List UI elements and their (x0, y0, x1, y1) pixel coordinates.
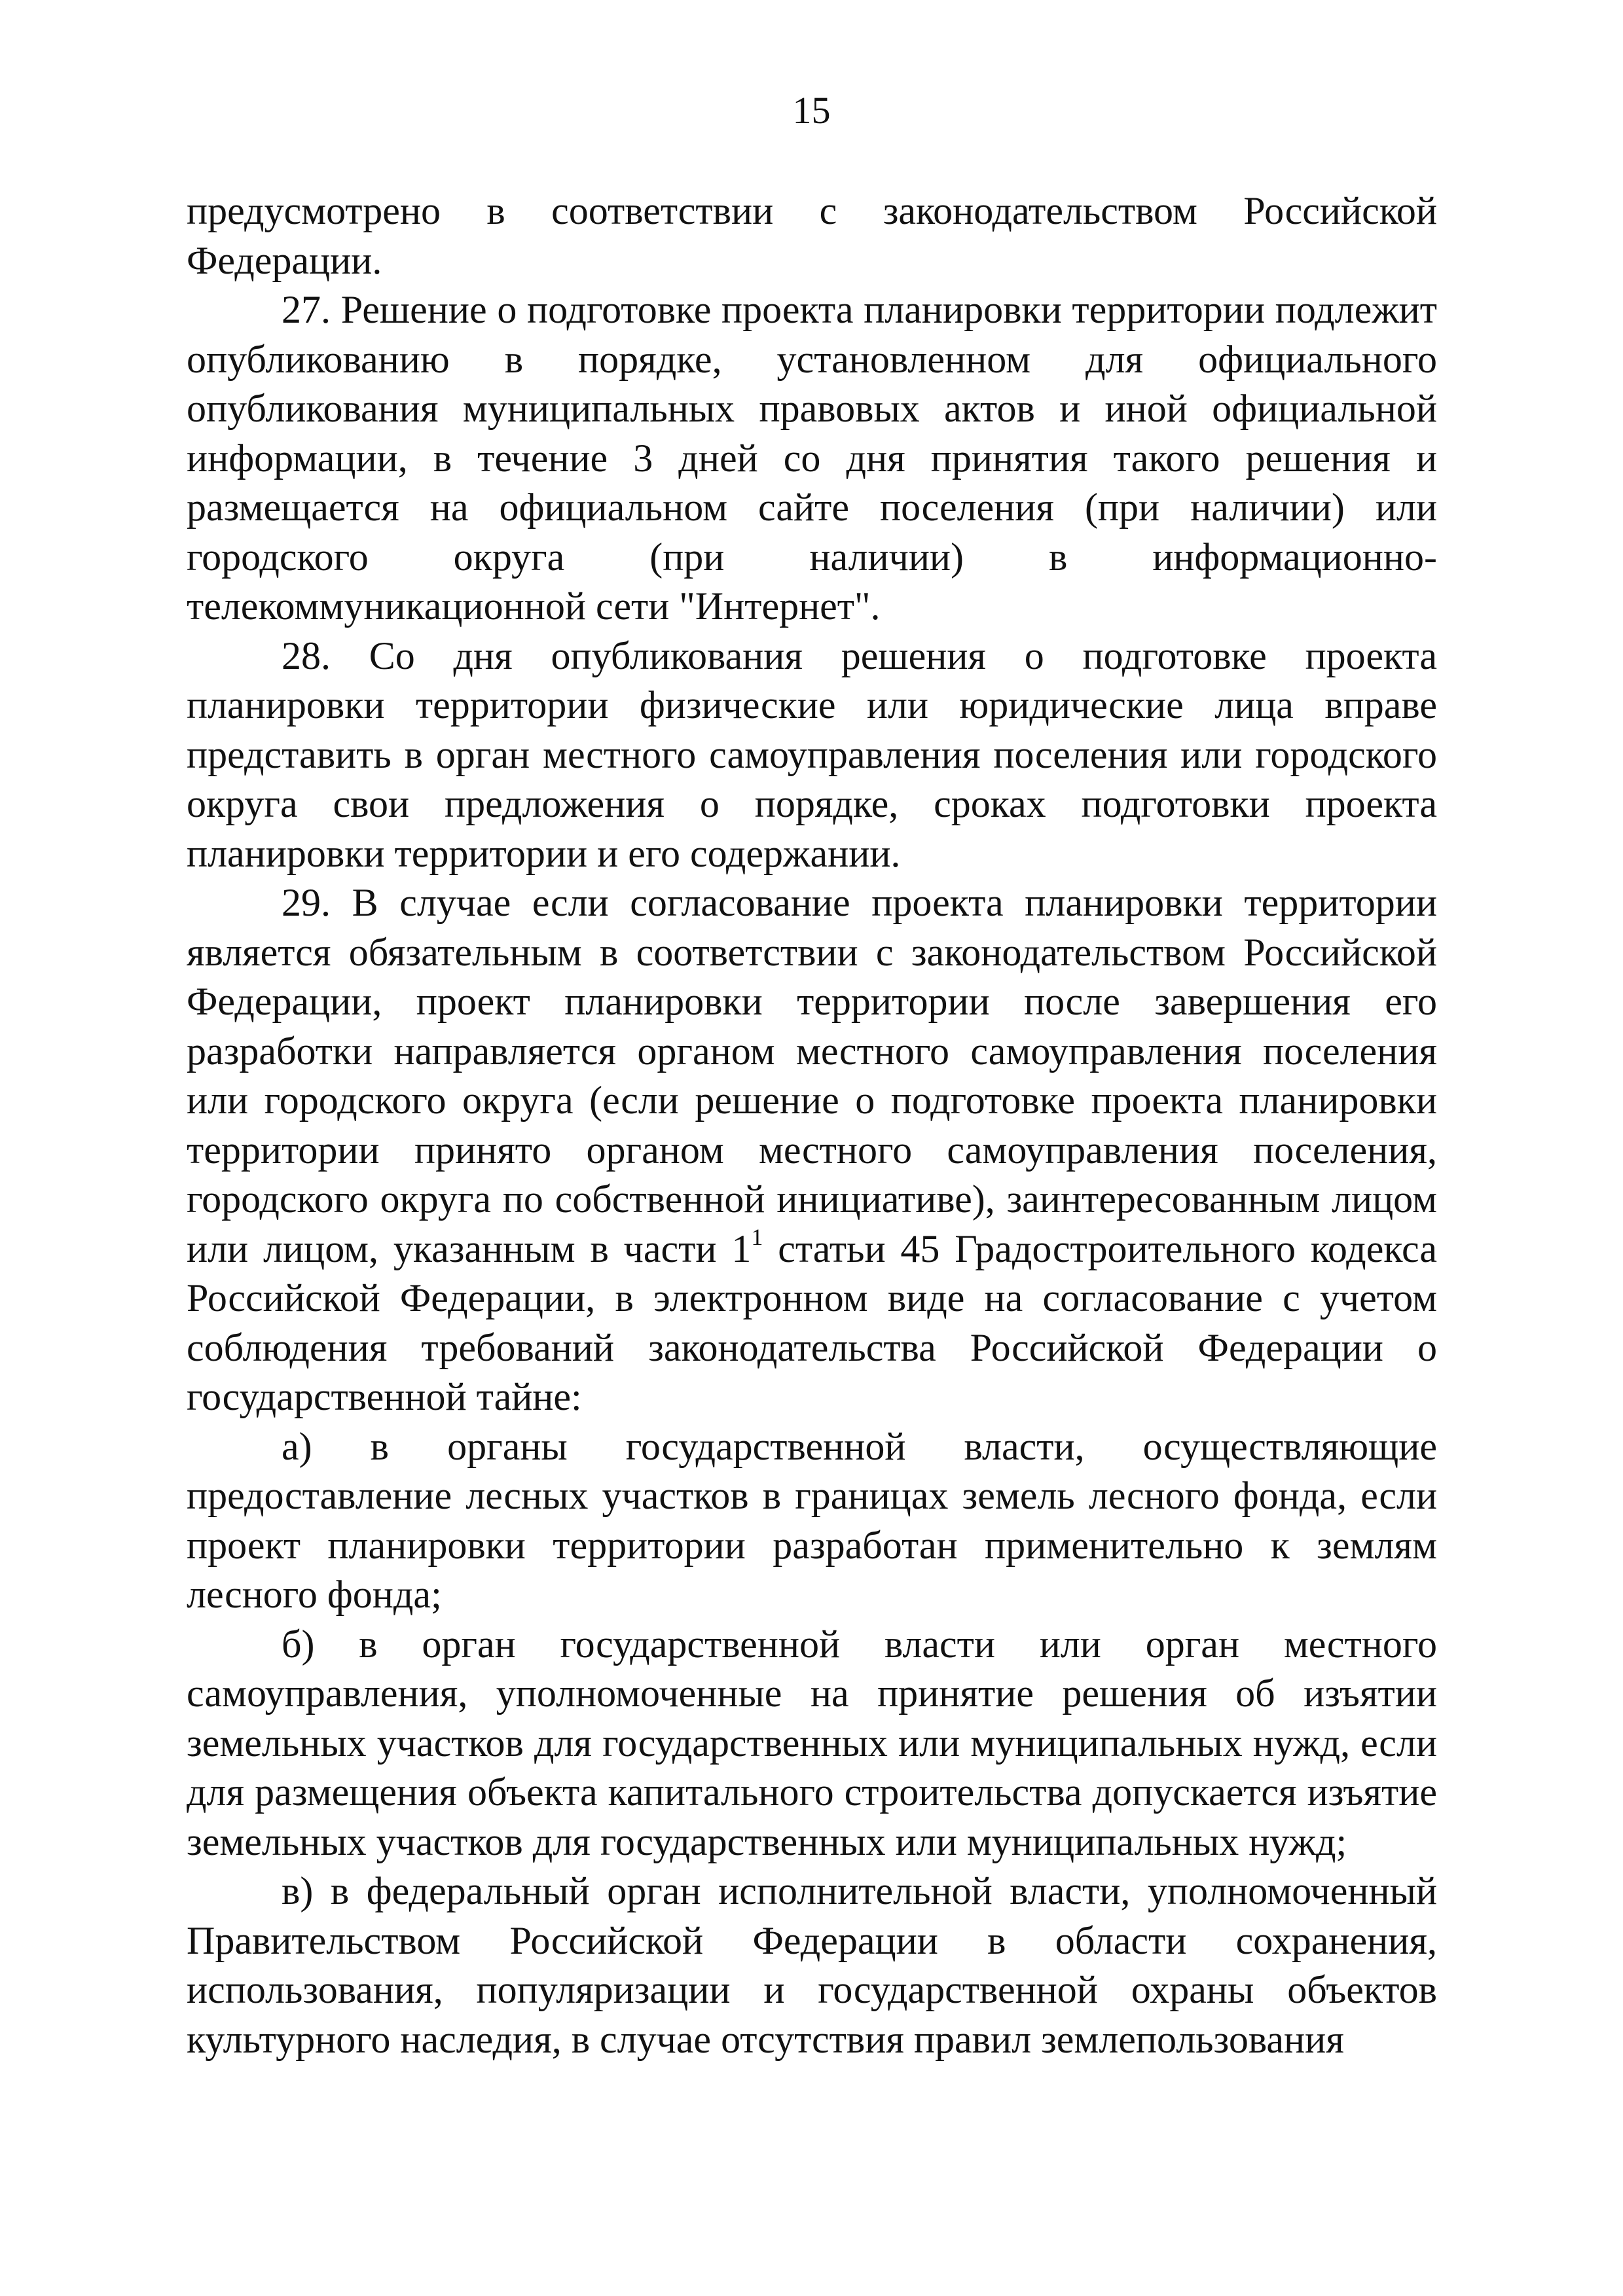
subparagraph-b: б) в орган государственной власти или орган местного самоуправления, уполномоченные на принятие решения об изъятии земельных участков для государственных или муниципальных нужд, если для размещения объекта капитального строительства допускается изъятие земельных участков для государственных или муниципальных нужд; (187, 1622, 1437, 1863)
paragraph-29-superscript: 1 (751, 1223, 763, 1250)
paragraph-29 (187, 878, 1437, 1422)
paragraph-28: 28. Со дня опубликования решения о подготовке проекта планировки территории физические или юридические лица вправе представить в орган местного самоуправления поселения или городского округа свои предложения о порядке, сроках подготовки проекта планировки территории и его содержании. (187, 634, 1437, 875)
page-number: 15 (792, 89, 831, 132)
paragraph-continuation: предусмотрено в соответствии с законодательством Российской Федерации. (187, 189, 1437, 282)
subparagraph-c: в) в федеральный орган исполнительной власти, уполномоченный Правительством Российской Федерации в области сохранения, использования, популяризации и государственной охраны объектов культурного наследия, в случае отсутствия правил землепользования (187, 1869, 1437, 2061)
document-body (187, 187, 1437, 2064)
subparagraph-a: а) в органы государственной власти, осуществляющие предоставление лесных участков в границах земель лесного фонда, если проект планировки территории разработан применительно к землям лесного фонда; (187, 1424, 1437, 1616)
paragraph-29-text-before: 29. В случае если согласование проекта планировки территории является обязательным в соответствии с законодательством Российской Федерации, проект планировки территории после завершения его разработки направляется органом местного самоуправления поселения или городского округа (если решение о подготовке проекта планировки территории принято органом местного самоуправления поселения, городского округа по собственной инициативе), заинтересованным лицом или лицом, указанным в части 1 (187, 881, 1437, 1270)
paragraph-27: 27. Решение о подготовке проекта планировки территории подлежит опубликованию в порядке, установленном для официального опубликования муниципальных правовых актов и иной официальной информации, в течение 3 дней со дня принятия такого решения и размещается на официальном сайте поселения (при наличии) или городского округа (при наличии) в информационно-телекоммуникационной сети "Интернет". (187, 288, 1437, 628)
paragraph-29-text-after: статьи 45 Градостроительного кодекса Российской Федерации, в электронном виде на согласование с учетом соблюдения требований законодательства Российской Федерации о государственной тайне: (187, 1227, 1437, 1418)
